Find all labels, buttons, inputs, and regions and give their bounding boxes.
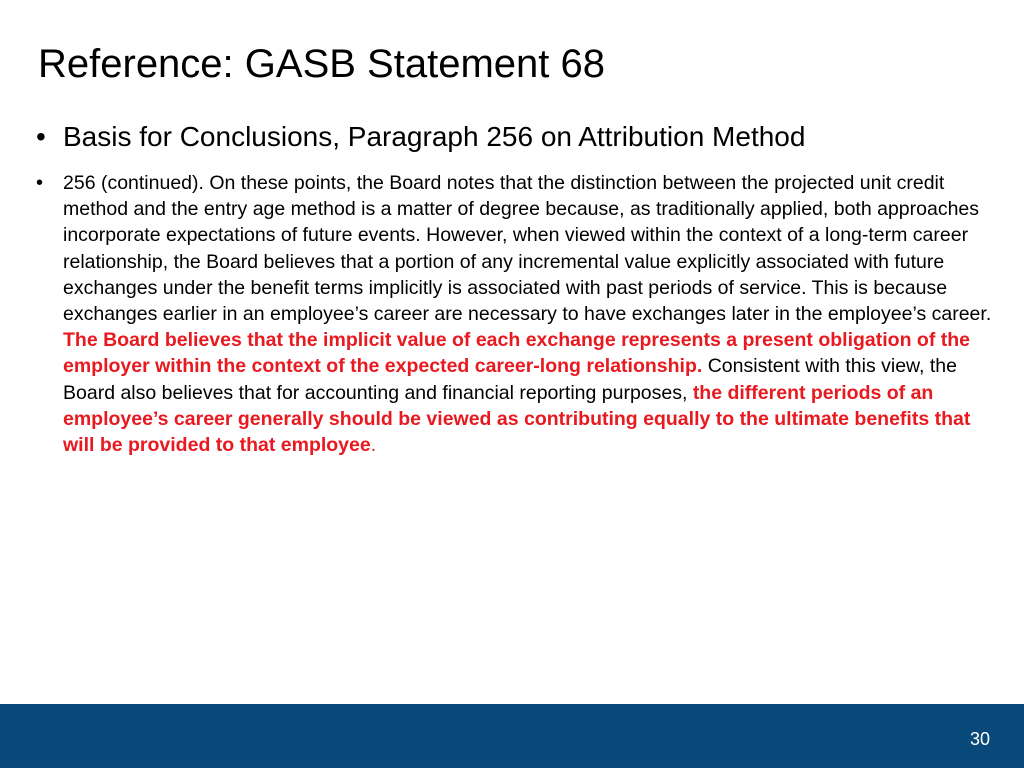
bullet-item-paragraph-256: [36, 170, 992, 458]
highlighted-text: The Board believes that the implicit value of each exchange represents a present obligation of the employer within the context of the expected career-long relationship.: [63, 329, 970, 378]
paragraph-text-part: Consistent with this view, the Board also believes that for accounting and financial reporting purposes,: [63, 355, 957, 404]
bullet-list: [36, 118, 992, 458]
paragraph-text-part: 256 (continued). On these points, the Board notes that the distinction between the projected unit credit method and the entry age method is a matter of degree because, as traditionally applied, both approaches incorporate expectations of future events. However, when viewed within the context of a long-term career relationship, the Board believes that a portion of any incremental value explicitly associated with future exchanges under the benefit terms implicitly is associated with past periods of service. This is because exchanges earlier in an employee’s career are necessary to have exchanges later in the employee’s career.: [63, 172, 992, 326]
bullet-text: Basis for Conclusions, Paragraph 256 on Attribution Method: [63, 121, 806, 152]
bullet-marker: •: [36, 121, 46, 152]
paragraph-text: [63, 172, 991, 456]
bullet-item-basis-for-conclusions: [36, 118, 992, 156]
page-number: 30: [969, 729, 990, 749]
footer-bar: [0, 704, 1024, 768]
slide-title: Reference: GASB Statement 68: [38, 42, 605, 86]
bullet-marker: •: [36, 172, 44, 194]
paragraph-text-part: .: [370, 434, 377, 457]
highlighted-text: the different periods of an employee’s career generally should be viewed as contributing equally to the ultimate benefits that will be provided to that employee: [63, 381, 971, 457]
